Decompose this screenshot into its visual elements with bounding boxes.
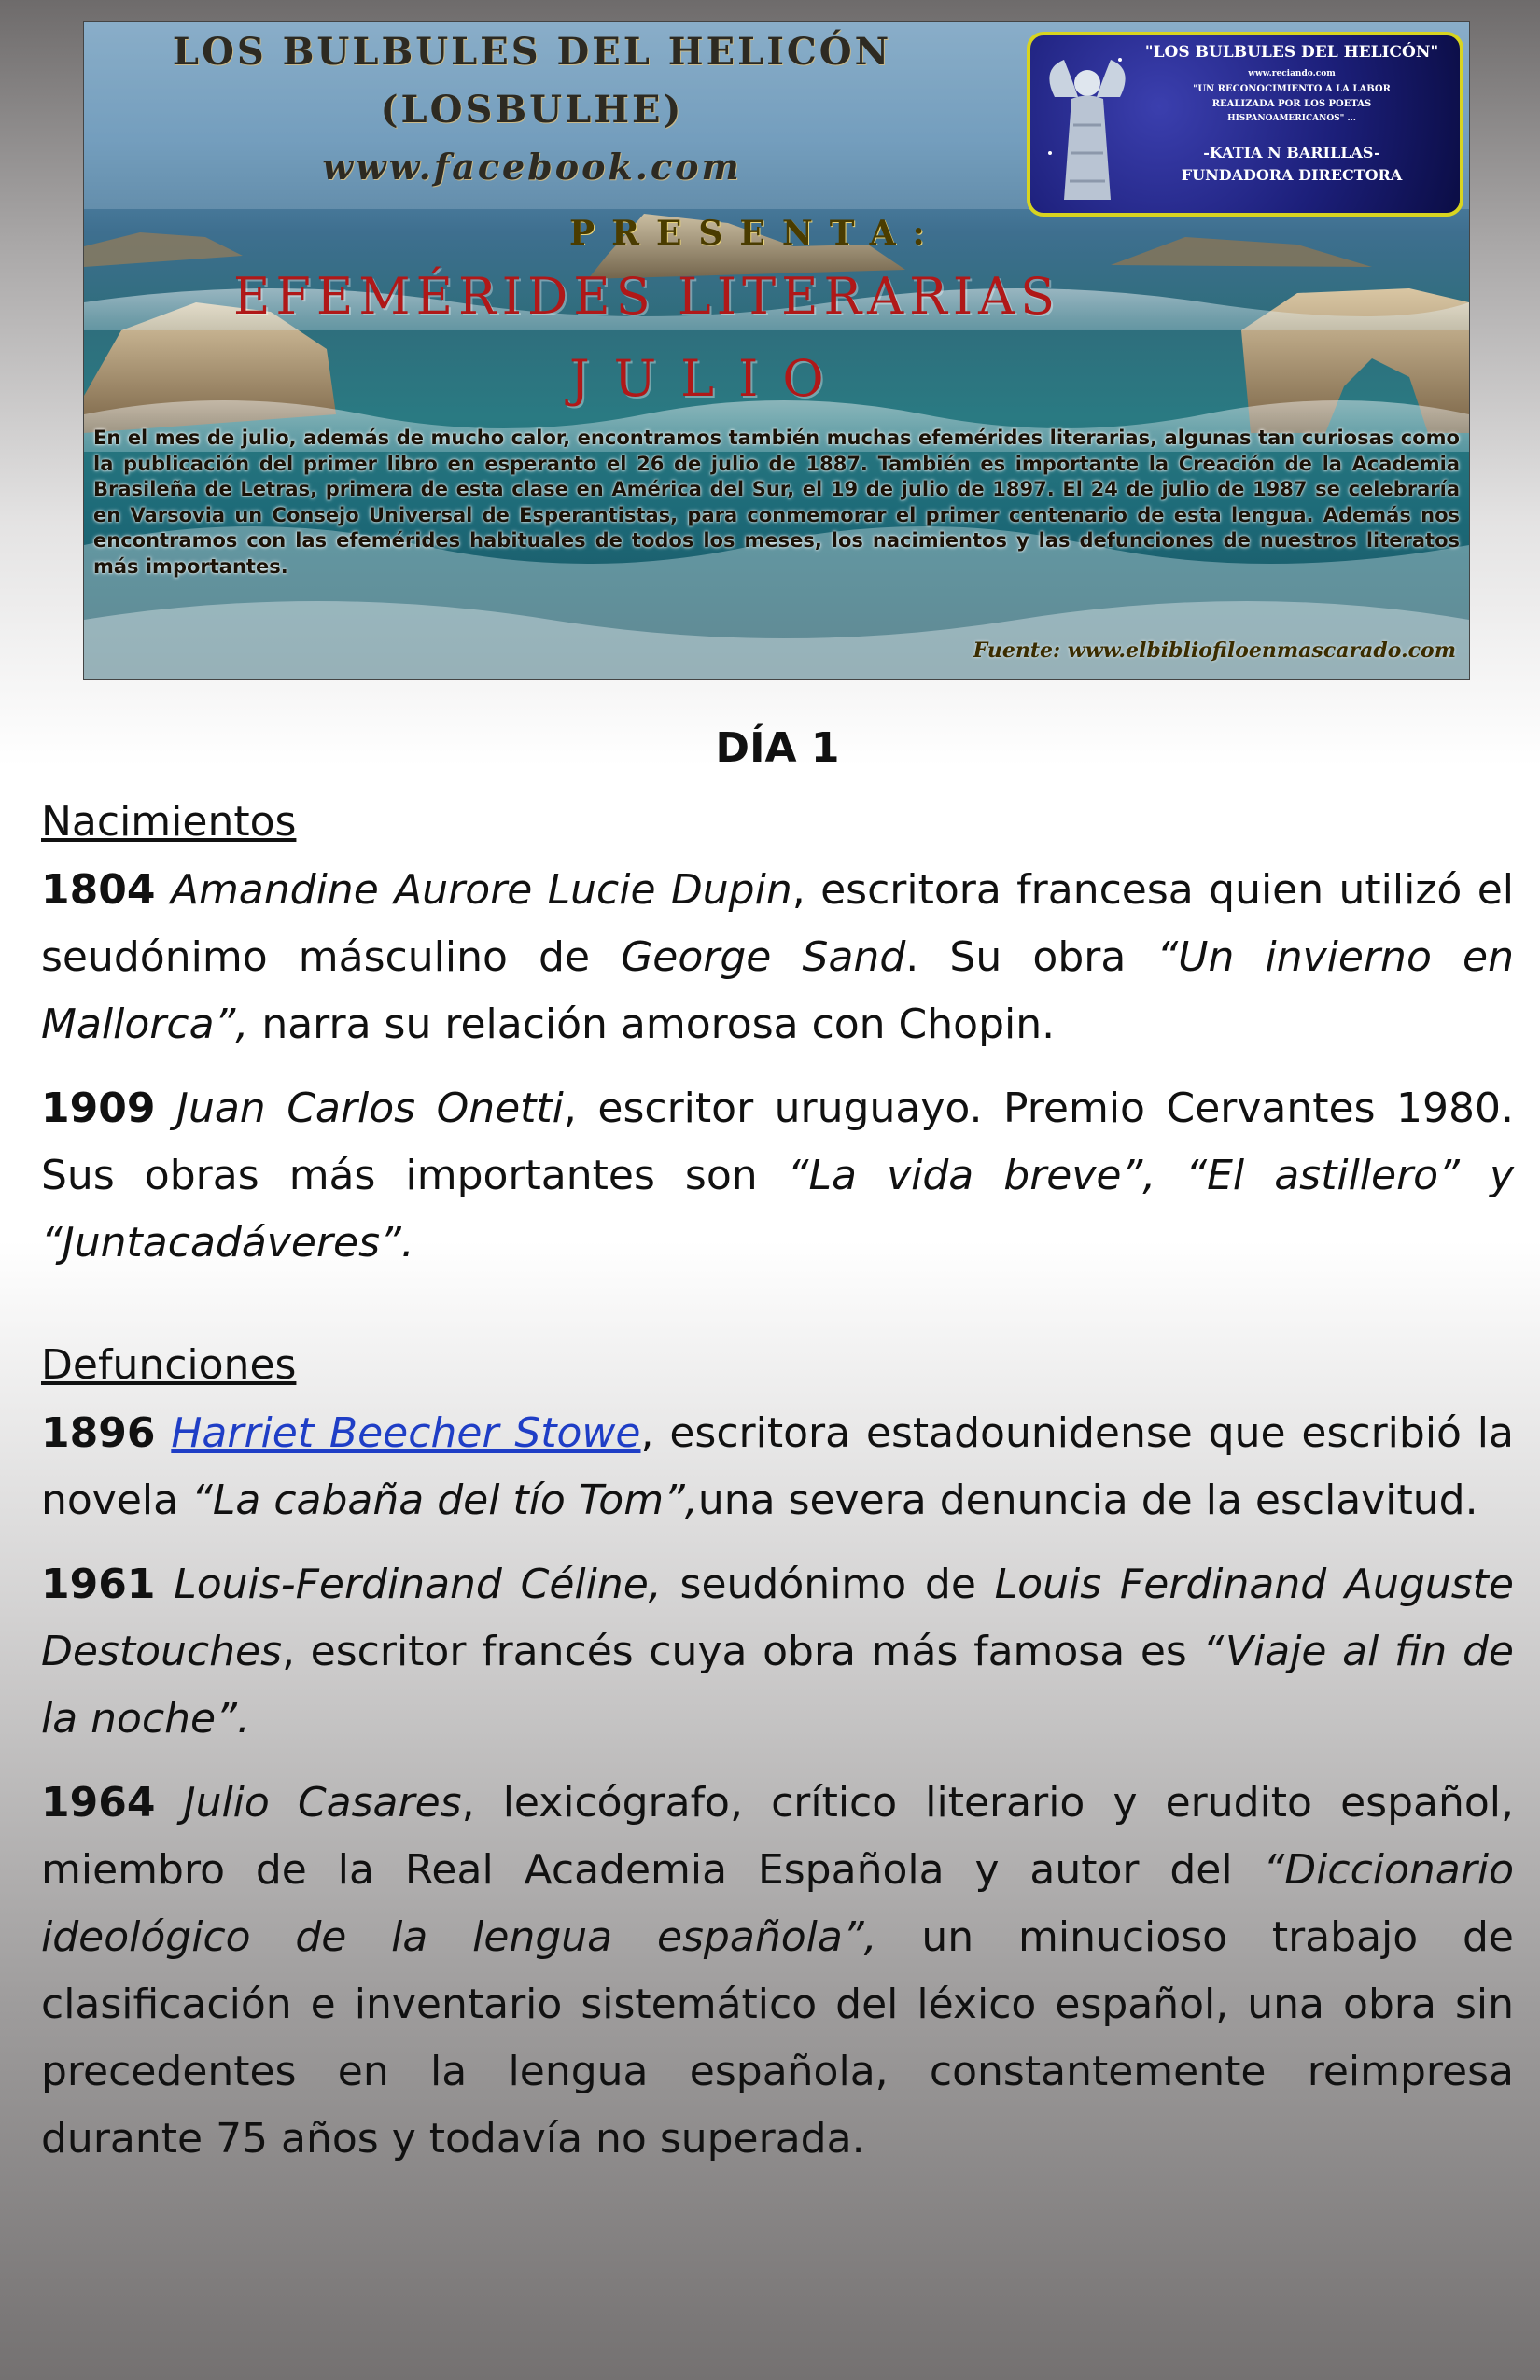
entry-text: , escritor francés cuya obra más famosa es [282, 1628, 1203, 1675]
entry-text: un minucioso trabajo de clasificación e inventario sistemático del léxico español, una obra sin precedentes en la lengua española, constantemente reimpresa durante 75 años y todavía no superada. [41, 1913, 1514, 2163]
entry-text: una severa denuncia de la esclavitud. [697, 1477, 1478, 1524]
entry-text: , escritor uruguayo. Premio Cervantes 1980. Sus obras más importantes son [41, 1085, 1514, 1199]
birth-entry [41, 1075, 1514, 1277]
entry-year: 1964 [41, 1779, 156, 1827]
badge-founder-name: -KATIA N BARILLAS- [1203, 144, 1380, 161]
entry-year: 1961 [41, 1561, 156, 1608]
badge-line-3: HISPANOAMERICANOS" ... [1227, 114, 1356, 123]
births-heading: Nacimientos [41, 798, 297, 846]
entry-work: “Diccionario ideológico de la lengua española”, [41, 1846, 1514, 1961]
badge-line-2: REALIZADA POR LOS POETAS [1211, 99, 1372, 109]
banner-title: LOS BULBULES DEL HELICÓN [172, 30, 892, 74]
badge-url: www.reciando.com [1248, 69, 1336, 78]
entry-year: 1909 [41, 1085, 156, 1132]
entry-text: , lexicógrafo, crítico literario y erudito español, miembro de la Real Academia Española y autor del [41, 1779, 1514, 1894]
entry-text: narra su relación amorosa con Chopin. [248, 1001, 1056, 1048]
banner-heading: EFEMÉRIDES LITERARIAS [233, 267, 1061, 326]
banner-intro-paragraph: En el mes de julio, además de mucho calor, encontramos también muchas efemérides literarias, algunas tan curiosas como la publicación del primer libro en esperanto el 26 de julio de 1887. También es importante la Creación de la Academia Brasileña de Letras, primera de esta clase en América del Sur, el 19 de julio de 1897. El 24 de julio de 1987 se celebraría en Varsovia un Consejo Universal de Esperantistas, para conmemorar el primer centenario de esta lengua. Además nos encontramos con las efemérides habituales de todos los meses, los nacimientos y las defunciones de nuestros literatos más importantes. [93, 427, 1460, 578]
banner-website: www.facebook.com [322, 146, 742, 188]
entry-name: Louis-Ferdinand Céline, [174, 1561, 662, 1608]
entry-works: “La vida breve”, “El astillero” y “Juntacadáveres”. [41, 1152, 1514, 1267]
birth-entry [41, 857, 1514, 1058]
entry-text: , escritora francesa quien utilizó el seudónimo másculino de [41, 866, 1514, 981]
entry-year: 1804 [41, 866, 156, 914]
harriet-beecher-stowe-link[interactable]: Harriet Beecher Stowe [171, 1409, 641, 1457]
entry-text: . Su obra [905, 933, 1157, 981]
entry-name: Julio Casares [183, 1779, 462, 1827]
death-entry [41, 1551, 1514, 1753]
entry-pseudonym: George Sand [621, 933, 906, 981]
badge-title: "LOS BULBULES DEL HELICÓN" [1144, 43, 1439, 62]
entry-name: Amandine Aurore Lucie Dupin [170, 866, 792, 914]
banner-subtitle: (LOSBULHE) [380, 88, 684, 132]
deaths-heading: Defunciones [41, 1341, 297, 1389]
banner-source: Fuente: www.elbibliofiloenmascarado.com [973, 638, 1456, 663]
entry-work: “La cabaña del tío Tom”, [191, 1477, 698, 1524]
header-banner [84, 22, 1469, 679]
angel-statue-icon [1036, 41, 1139, 209]
entry-year: 1896 [41, 1409, 156, 1457]
death-entry [41, 1770, 1514, 2173]
article-body [41, 709, 1514, 2190]
death-entry [41, 1400, 1514, 1534]
logo-badge [1027, 32, 1463, 217]
entry-text: , escritora estadounidense que escribió la novela [41, 1409, 1514, 1524]
badge-founder-role: FUNDADORA DIRECTORA [1181, 166, 1403, 184]
entry-name: Juan Carlos Onetti [175, 1085, 564, 1132]
entry-text: seudónimo de [661, 1561, 995, 1608]
entry-work: “Viaje al fin de la noche”. [41, 1628, 1514, 1743]
entry-work: “Un invierno en Mallorca”, [41, 933, 1514, 1048]
section-spacer [41, 1294, 1514, 1331]
banner-presenta: PRESENTA: [569, 214, 942, 253]
badge-line-1: "UN RECONOCIMIENTO A LA LABOR [1193, 84, 1391, 94]
entry-realname: Louis Ferdinand Auguste Destouches [41, 1561, 1514, 1675]
banner-month: JULIO [569, 349, 848, 408]
day-title: DÍA 1 [715, 724, 840, 772]
